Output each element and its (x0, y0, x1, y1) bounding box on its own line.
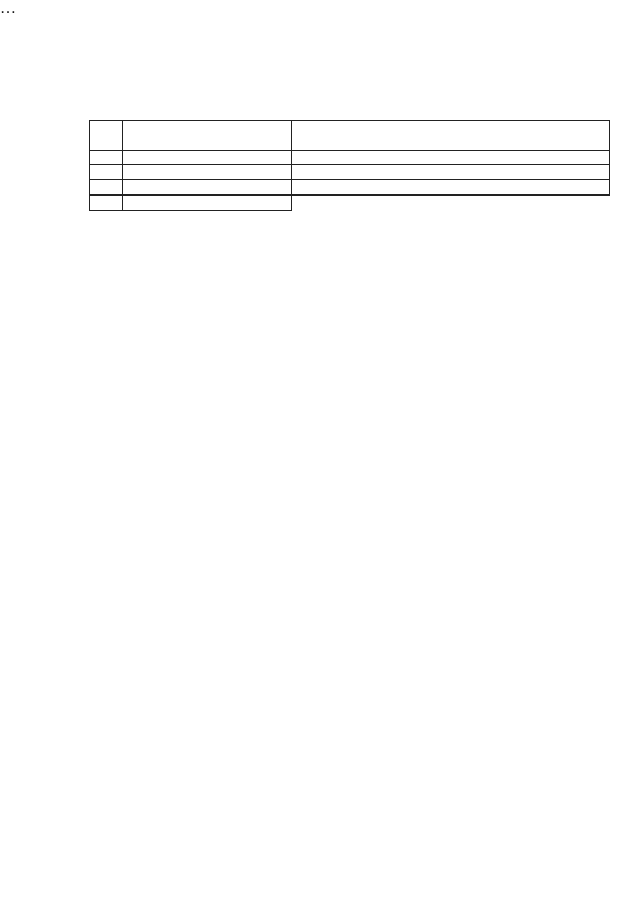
table-row (90, 196, 610, 211)
table-row (90, 180, 610, 195)
header-row (90, 121, 610, 151)
restrictions-cell (292, 195, 610, 196)
restriction-line (294, 180, 607, 194)
restrictions-cell (292, 180, 610, 195)
header-restrictions (292, 121, 610, 151)
row-number (90, 196, 123, 211)
restrictions-table (89, 120, 610, 211)
row-number (90, 180, 123, 195)
forest-type-cell (122, 165, 292, 180)
column-numbers-row (90, 151, 610, 165)
header-forest-types (122, 121, 292, 151)
header-number (90, 121, 123, 151)
forest-type-line (125, 196, 290, 210)
row-number (90, 165, 123, 180)
column-number (292, 151, 610, 165)
column-number (90, 151, 123, 165)
restriction-line (294, 165, 607, 179)
forest-type-cell (122, 180, 292, 195)
forest-type-cell (122, 196, 292, 211)
column-number (122, 151, 292, 165)
table-row (90, 165, 610, 180)
restrictions-cell (292, 165, 610, 180)
